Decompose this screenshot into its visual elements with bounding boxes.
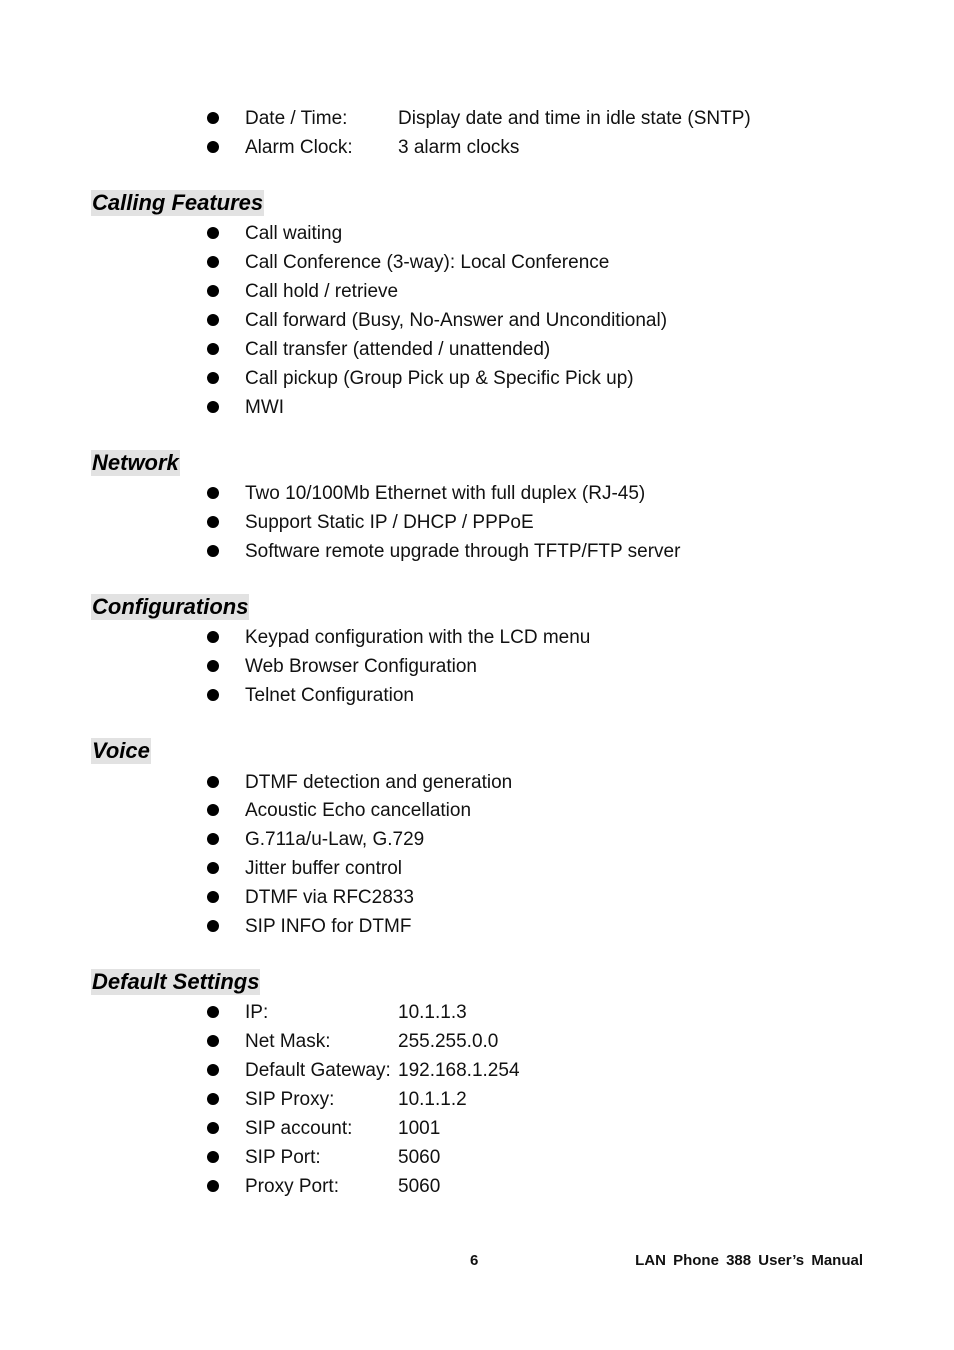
- setting-value: 5060: [398, 1147, 441, 1168]
- setting-value: 192.168.1.254: [398, 1060, 520, 1081]
- page-number: 6: [470, 1252, 479, 1269]
- bullet-icon: [207, 804, 219, 816]
- list-item-text: Acoustic Echo cancellation: [245, 800, 472, 821]
- bullet-icon: [207, 1006, 219, 1018]
- setting-label: SIP Proxy:: [245, 1089, 335, 1110]
- bullet-icon: [207, 1151, 219, 1163]
- setting-label: Proxy Port:: [245, 1176, 339, 1197]
- section-heading-voice: Voice: [92, 738, 150, 763]
- list-item-text: Call Conference (3-way): Local Conference: [245, 252, 610, 273]
- bullet-icon: [207, 631, 219, 643]
- bullet-icon: [207, 833, 219, 845]
- list-item: [0, 306, 954, 335]
- setting-row: [0, 1172, 954, 1201]
- setting-row: [0, 998, 954, 1027]
- list-item-text: Software remote upgrade through TFTP/FTP server: [245, 541, 681, 562]
- list-item: [0, 768, 954, 797]
- bullet-icon: [207, 487, 219, 499]
- list-item-text: Call waiting: [245, 223, 343, 244]
- bullet-icon: [207, 1064, 219, 1076]
- list-item-text: Call forward (Busy, No-Answer and Unconditional): [245, 310, 668, 331]
- setting-row: [0, 1114, 954, 1143]
- section-heading-default-settings: Default Settings: [92, 969, 260, 994]
- setting-label: SIP Port:: [245, 1147, 321, 1168]
- setting-value: 1001: [398, 1118, 441, 1139]
- bullet-icon: [207, 141, 219, 153]
- list-item-text: Two 10/100Mb Ethernet with full duplex (RJ-45): [245, 483, 646, 504]
- list-item-text: Jitter buffer control: [245, 858, 403, 879]
- list-item-text: MWI: [245, 397, 285, 418]
- manual-title: LAN Phone 388 User’s Manual: [635, 1252, 863, 1269]
- list-item: [0, 508, 954, 537]
- spec-label: Date / Time:: [245, 108, 348, 129]
- list-item: [0, 681, 954, 710]
- list-item: [0, 248, 954, 277]
- bullet-icon: [207, 891, 219, 903]
- list-item: [0, 883, 954, 912]
- list-item: [0, 393, 954, 422]
- bullet-icon: [207, 1093, 219, 1105]
- list-item: [0, 479, 954, 508]
- setting-value: 5060: [398, 1176, 441, 1197]
- bullet-icon: [207, 1180, 219, 1192]
- setting-label: SIP account:: [245, 1118, 353, 1139]
- list-item-text: SIP INFO for DTMF: [245, 916, 412, 937]
- bullet-icon: [207, 227, 219, 239]
- list-item: [0, 652, 954, 681]
- list-item-text: Support Static IP / DHCP / PPPoE: [245, 512, 534, 533]
- setting-value: 10.1.1.3: [398, 1002, 467, 1023]
- setting-value: 10.1.1.2: [398, 1089, 467, 1110]
- list-item: [0, 277, 954, 306]
- list-item: [0, 623, 954, 652]
- bullet-icon: [207, 1122, 219, 1134]
- list-item: [0, 364, 954, 393]
- bullet-icon: [207, 401, 219, 413]
- section-heading-calling-features: Calling Features: [92, 190, 264, 215]
- bullet-icon: [207, 920, 219, 932]
- bullet-icon: [207, 545, 219, 557]
- setting-label: Net Mask:: [245, 1031, 331, 1052]
- bullet-icon: [207, 285, 219, 297]
- list-item: [0, 825, 954, 854]
- list-item-text: G.711a/u-Law, G.729: [245, 829, 425, 850]
- setting-row: [0, 1056, 954, 1085]
- bullet-icon: [207, 862, 219, 874]
- spec-label: Alarm Clock:: [245, 137, 353, 158]
- spec-item-date-time: [0, 104, 954, 133]
- list-item-text: Web Browser Configuration: [245, 656, 477, 677]
- setting-label: IP:: [245, 1002, 269, 1023]
- list-item-text: Call hold / retrieve: [245, 281, 399, 302]
- list-item: [0, 912, 954, 941]
- spec-value: 3 alarm clocks: [398, 137, 520, 158]
- list-item-text: Call pickup (Group Pick up & Specific Pick up): [245, 368, 634, 389]
- list-item-text: Telnet Configuration: [245, 685, 414, 706]
- list-item: [0, 854, 954, 883]
- spec-value: Display date and time in idle state (SNTP): [398, 108, 751, 129]
- bullet-icon: [207, 776, 219, 788]
- bullet-icon: [207, 660, 219, 672]
- bullet-icon: [207, 689, 219, 701]
- setting-row: [0, 1027, 954, 1056]
- bullet-icon: [207, 1035, 219, 1047]
- section-heading-configurations: Configurations: [92, 594, 249, 619]
- list-item: [0, 219, 954, 248]
- bullet-icon: [207, 343, 219, 355]
- list-item-text: DTMF via RFC2833: [245, 887, 414, 908]
- bullet-icon: [207, 112, 219, 124]
- section-heading-network: Network: [92, 450, 179, 475]
- setting-label: Default Gateway:: [245, 1060, 391, 1081]
- spec-item-alarm-clock: [0, 133, 954, 162]
- list-item-text: DTMF detection and generation: [245, 772, 513, 793]
- list-item-text: Call transfer (attended / unattended): [245, 339, 551, 360]
- bullet-icon: [207, 256, 219, 268]
- bullet-icon: [207, 372, 219, 384]
- list-item: [0, 335, 954, 364]
- list-item: [0, 796, 954, 825]
- setting-value: 255.255.0.0: [398, 1031, 499, 1052]
- bullet-icon: [207, 516, 219, 528]
- list-item-text: Keypad configuration with the LCD menu: [245, 627, 591, 648]
- bullet-icon: [207, 314, 219, 326]
- list-item: [0, 537, 954, 566]
- setting-row: [0, 1085, 954, 1114]
- setting-row: [0, 1143, 954, 1172]
